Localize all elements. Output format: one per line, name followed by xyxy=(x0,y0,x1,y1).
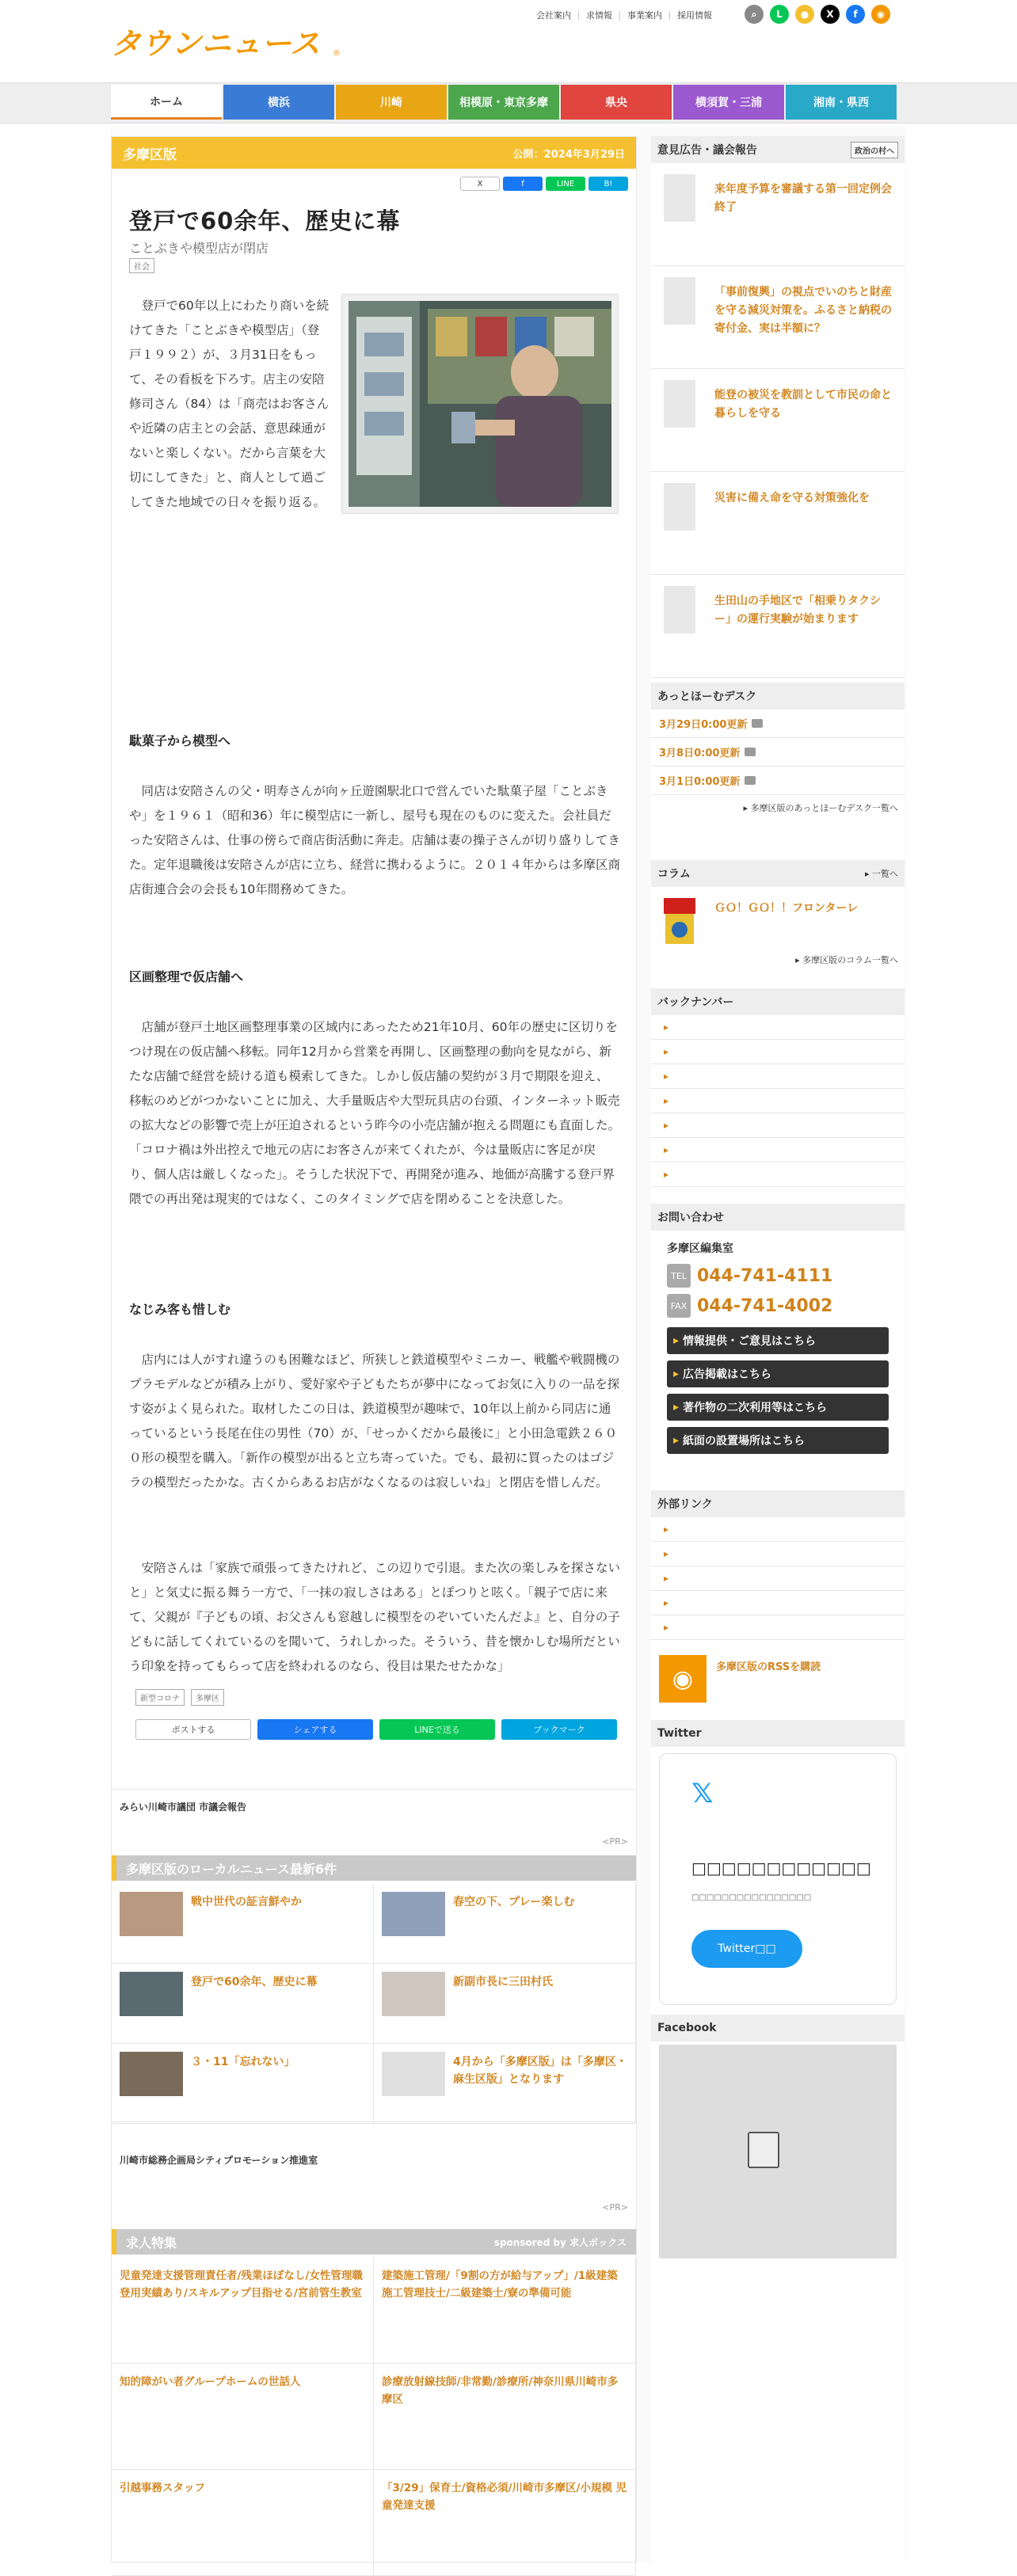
backnumber-header xyxy=(651,988,905,1015)
column-box xyxy=(651,860,905,969)
opinion-box xyxy=(651,136,905,678)
desk-title: あっとほーむデスク xyxy=(657,691,757,703)
external-link[interactable]: ▸ xyxy=(651,1542,905,1566)
share-bottom-button[interactable]: LINEで送る xyxy=(379,1719,495,1740)
chat-icon[interactable]: ● xyxy=(795,5,814,24)
opinion-header xyxy=(651,136,905,163)
twitter-title: Twitter xyxy=(657,1727,702,1740)
opinion-title: 生田山の手地区で「相乗りタクシー」の運行実験が始まります xyxy=(714,595,881,626)
rss-link: 多摩区版のRSSを購読 xyxy=(716,1661,821,1673)
news-item[interactable] xyxy=(374,1964,636,2044)
external-link[interactable]: ▸ xyxy=(651,1517,905,1542)
news-item[interactable] xyxy=(112,1964,374,2044)
article-section-1 xyxy=(129,731,620,902)
search-icon[interactable]: ⌕ xyxy=(745,5,764,24)
backnumber-title: バックナンバー xyxy=(657,996,734,1009)
news-thumbnail xyxy=(120,1892,183,1936)
backnumber-list xyxy=(651,1015,905,1187)
opinion-title: 災害に備え命を守る対策強化を xyxy=(714,492,870,504)
backnumber-item[interactable]: ▸ xyxy=(651,1089,905,1113)
tel-row xyxy=(651,1261,905,1291)
article-section-3 xyxy=(129,1299,620,1495)
news-thumbnail xyxy=(382,1972,445,2016)
column-more-link[interactable]: ▸ 多摩区版のコラム一覧へ xyxy=(795,955,898,965)
desk-box xyxy=(651,683,905,820)
opinion-item[interactable] xyxy=(651,163,905,266)
article-tags xyxy=(135,1689,224,1706)
share-bottom-button[interactable]: シェアする xyxy=(257,1719,373,1740)
site-logo[interactable] xyxy=(111,24,349,65)
links-box xyxy=(651,1490,905,1640)
news-item[interactable] xyxy=(112,2044,374,2124)
article-column xyxy=(111,136,637,2563)
nav-item[interactable]: 横須賀・三浦 xyxy=(673,85,784,120)
job-item[interactable]: 引越事務スタッフ xyxy=(112,2470,374,2576)
job-item[interactable]: 「3/29」保育士/資格必須/川崎市多摩区/小規模 児童発達支援 xyxy=(374,2470,636,2576)
politician-photo xyxy=(664,174,695,222)
opinion-title: 「事前復興」の視点でいのちと財産を守る減災対策を。ふるさと納税の寄付金、実は半額に？ xyxy=(714,286,892,335)
backnumber-item[interactable]: ▸ xyxy=(651,1113,905,1138)
nav-item[interactable]: 横浜 xyxy=(223,85,334,120)
edition-name: 多摩区版 xyxy=(123,146,177,163)
backnumber-item[interactable]: ▸ xyxy=(651,1138,905,1162)
svg-text:®: ® xyxy=(333,49,341,58)
news-item[interactable] xyxy=(112,1884,374,1964)
news-title: 戦中世代の証言鮮やか xyxy=(191,1896,302,1908)
desk-item[interactable] xyxy=(651,710,905,738)
pr-label: <PR> xyxy=(602,1836,628,1847)
share-top-button[interactable]: X xyxy=(460,177,500,191)
divider xyxy=(112,1789,636,1790)
politics-badge[interactable]: 政治の村へ xyxy=(851,142,898,158)
comment-icon xyxy=(752,719,763,728)
promo-label[interactable]: みらい川崎市議団 市議会報告 xyxy=(120,1802,247,1813)
share-top-button[interactable]: LINE xyxy=(546,177,585,191)
local-news-title: 多摩区版のローカルニュース最新6件 xyxy=(126,1861,337,1877)
jobs-sponsor[interactable]: sponsored by 求人ボックス xyxy=(493,2236,627,2248)
nav-item[interactable]: 川崎 xyxy=(336,85,447,120)
category-tag[interactable]: 社会 xyxy=(129,258,154,273)
site-header xyxy=(0,0,1017,82)
fax-label: FAX xyxy=(667,1294,691,1318)
article-lead: 登戸で60年以上にわたり商いを続けてきた「ことぶきや模型店」（登戸１９９２）が、３月31日をもって、その看板を下ろす。店主の安陪修司さん（84）は「商売はお客さんや近隣の店主との会話、意思疎通がないと楽しくない。だから言葉を大切にしてきた」と、商人として過ごしてきた地域での日々を振り返る。 xyxy=(129,299,329,509)
column-list-link[interactable]: ▸ 一覧へ xyxy=(864,869,898,879)
shop-owner-photo xyxy=(349,301,611,507)
job-item[interactable]: 診療放射線技師/非常勤/診療所/神奈川県川崎市多摩区 xyxy=(374,2364,636,2470)
external-links-list xyxy=(651,1517,905,1640)
area-nav xyxy=(111,85,897,120)
section-body: 店舗が登戸土地区画整理事業の区域内にあったため21年10月、60年の歴史に区切りをつけ現在の仮店舗へ移転。同年12月から営業を再開し、区画整理の動向を見ながら、新たな店舗で経営を続ける道も模索してきた。しかし仮店舗の契約が３月で期限を迎え、移転のめどがつかないことに加え、大手量販店や大型玩具店の台頭、インターネット販売の拡大などの影響で売上が圧迫されるという昨今の小売店舗が抱える問題にも直面した。「コロナ禍は外出控えで地元の店にお客さんが来てくれたが、今は量販店に客足が戻り、個人店は厳しくなった」。そうした状況下で、再開発が進み、地価が高騰する登戸界隈での再出発は現実的ではなく、このタイミングで店を閉めることを決意した。 xyxy=(129,1020,621,1206)
news-thumbnail xyxy=(120,2052,183,2096)
jobs-grid xyxy=(112,2258,636,2576)
backnumber-item[interactable]: ▸ xyxy=(651,1064,905,1089)
facebook-icon[interactable]: f xyxy=(846,5,865,24)
news-thumbnail xyxy=(120,1972,183,2016)
comment-icon xyxy=(745,748,756,756)
section-body: 安陪さんは「家族で頑張ってきたけれど、この辺りで引退。また次の楽しみを探さないと」と気丈に振る舞う一方で、「一抹の寂しさはある」とぽつりと呟く。「親子で店に来て、父親が『子どもの頃、お父さんも窓越しに模型をのぞいていたんだよ』と、自分の子どもに話してくれているのを聞いて、うれしかった。そういう、昔を懐かしむ場所だという印象を持ってもらって店を終われるのなら、役目は果たせたかな」 xyxy=(129,1561,621,1673)
news-title: ３・11「忘れない」 xyxy=(191,2056,295,2068)
comment-icon xyxy=(745,776,756,785)
section-heading: なじみ客も惜しむ xyxy=(129,1302,231,1317)
local-news-header xyxy=(112,1855,636,1881)
twitter-embed xyxy=(659,1753,897,2005)
twitter-header xyxy=(651,1720,905,1747)
jobs-header xyxy=(112,2229,636,2254)
desk-more-link[interactable]: ▸ 多摩区版のあっとほーむデスク一覧へ xyxy=(743,803,898,813)
section-heading: 区画整理で仮店舗へ xyxy=(129,969,244,984)
job-item[interactable]: 児童発達支援管理責任者/残業ほぼなし/女性管理職登用実績あり/スキルアップ目指せる/宮前管生教室 xyxy=(112,2258,374,2364)
tel-number[interactable]: 044-741-4111 xyxy=(697,1265,833,1286)
desk-item[interactable] xyxy=(651,767,905,795)
share-top-button[interactable]: f xyxy=(503,177,543,191)
column-title-link: ＧＯ！ＧＯ！！フロンターレ xyxy=(714,902,859,915)
rss-icon: ◉ xyxy=(659,1655,707,1703)
share-bottom-button[interactable]: ブックマーク xyxy=(501,1719,617,1740)
section-heading: 駄菓子から模型へ xyxy=(129,733,231,748)
opinion-item[interactable] xyxy=(651,266,905,369)
news-item[interactable] xyxy=(374,1884,636,1964)
opinion-title: 意見広告・議会報告 xyxy=(657,144,757,157)
column-list-label: 一覧へ xyxy=(872,869,898,879)
facebook-header xyxy=(651,2015,905,2041)
share-top-button[interactable]: B! xyxy=(588,177,628,191)
news-thumbnail xyxy=(382,2052,445,2096)
facebook-embed[interactable] xyxy=(659,2045,897,2258)
column-title: コラム xyxy=(657,868,691,881)
nav-item[interactable]: 湘南・県西 xyxy=(786,85,897,120)
opinion-list xyxy=(651,163,905,678)
external-link[interactable]: ▸ xyxy=(651,1615,905,1640)
section-body: 店内には人がすれ違うのも困難なほど、所狭しと鉄道模型やミニカー、戦艦や戦闘機のプラモデルなどが積み上がり、愛好家や子どもたちが夢中になってお気に入りの一品を探す姿がよく見られた。取材したこの日は、鉄道模型が趣味で、10年以上前から同店に通っているという長尾在住の男性（70）が、「せっかくだから最後に」と小田急電鉄２６００形の模型を購入。「新作の模型が出ると立ち寄っていた。でも、最初に買ったのはゴジラの模型だったかな。古くからあるお店がなくなるのは寂しいね」と閉店を惜しんだ。 xyxy=(129,1353,620,1490)
twitter-box xyxy=(651,1720,905,2011)
article-tag[interactable]: 多摩区 xyxy=(191,1689,224,1706)
line-icon[interactable]: L xyxy=(770,5,789,24)
desk-header xyxy=(651,683,905,710)
article-subtitle: ことぶきや模型店が閉店 xyxy=(129,241,269,256)
contact-title: お問い合わせ xyxy=(657,1212,724,1224)
tel-label: TEL xyxy=(667,1264,691,1288)
job-item[interactable]: 知的障がい者グループホームの世話人 xyxy=(112,2364,374,2470)
opinion-item[interactable] xyxy=(651,369,905,472)
links-title: 外部リンク xyxy=(657,1498,713,1511)
backnumber-item[interactable]: ▸ xyxy=(651,1015,905,1040)
article-photo[interactable] xyxy=(341,294,619,514)
local-news-grid xyxy=(112,1884,636,2124)
news-title: 4月から「多摩区版」は「多摩区・麻生区版」となります xyxy=(453,2056,627,2086)
utility-link[interactable]: 事業案内 xyxy=(619,11,669,21)
desk-date: 3月8日0:00更新 xyxy=(659,748,741,759)
twitter-follow-button[interactable]: Twitter□□ xyxy=(691,1930,802,1968)
x-icon[interactable]: X xyxy=(821,5,840,24)
contact-box xyxy=(651,1204,905,1460)
broken-frame-icon xyxy=(748,2132,779,2168)
contact-button[interactable]: ▸ 広告掲載はこちら xyxy=(667,1360,889,1387)
news-title: 春空の下、プレー楽しむ xyxy=(453,1896,575,1908)
column-header xyxy=(651,860,905,887)
backnumber-item[interactable]: ▸ xyxy=(651,1040,905,1064)
politician-photo xyxy=(664,380,695,428)
politician-photo xyxy=(664,277,695,325)
article-section-4 xyxy=(129,1556,620,1679)
article-title: 登戸で60余年、歴史に幕 xyxy=(129,207,401,234)
utility-link[interactable]: 求情報 xyxy=(578,11,619,21)
utility-links xyxy=(529,8,719,24)
news-item[interactable] xyxy=(374,2044,636,2124)
desk-item[interactable] xyxy=(651,738,905,767)
backnumber-box xyxy=(651,988,905,1187)
social-icons xyxy=(745,5,890,24)
edition-header xyxy=(112,137,636,169)
contact-button[interactable]: ▸ 紙面の設置場所はこちら xyxy=(667,1427,889,1454)
news-title: 新副市長に三田村氏 xyxy=(453,1976,553,1988)
news-thumbnail xyxy=(382,1892,445,1936)
opinion-title: 来年度予算を審議する第一回定例会終了 xyxy=(714,183,892,214)
x-logo-icon: 𝕏 xyxy=(691,1778,714,1809)
contact-buttons xyxy=(651,1327,905,1454)
section-body: 同店は安陪さんの父・明寿さんが向ヶ丘遊園駅北口で営んでいた駄菓子屋「ことぶきや」を１９６１（昭和36）年に模型店に一新し、屋号も現在のものに変えた。会社員だった安陪さんは、仕事の傍らで商店街活動に奔走。店舗は妻の操子さんが切り盛りしてきた。定年退職後は安陪さんが店に立ち、経営に携わるように。２０１４年からは多摩区商店街連合会の会長も10年間務めてきた。 xyxy=(129,784,621,896)
politician-photo xyxy=(664,483,695,531)
utility-link[interactable]: 採用情報 xyxy=(669,11,719,21)
divider xyxy=(112,2121,636,2122)
article-tag[interactable]: 新型コロナ xyxy=(135,1689,185,1706)
utility-link[interactable]: 会社案内 xyxy=(536,10,571,21)
promo-label[interactable]: 川崎市総務企画局シティプロモーション推進室 xyxy=(120,2155,318,2166)
article-section-2 xyxy=(129,967,620,1212)
contact-header xyxy=(651,1204,905,1231)
contact-button[interactable]: ▸ 著作物の二次利用等はこちら xyxy=(667,1394,889,1421)
external-link[interactable]: ▸ xyxy=(651,1566,905,1591)
fax-row xyxy=(651,1291,905,1327)
share-buttons-top xyxy=(460,177,628,191)
svg-text:タウンニュース: タウンニュース xyxy=(111,26,321,61)
job-item[interactable]: 建築施工管理/「9割の方が給与アップ」/1級建築施工管理技士/二級建築士/寮の準備可能 xyxy=(374,2258,636,2364)
desk-date: 3月1日0:00更新 xyxy=(659,776,741,788)
jobs-title: 求人特集 xyxy=(126,2235,177,2251)
main-nav-bar xyxy=(0,82,1017,124)
links-header xyxy=(651,1490,905,1517)
contact-button[interactable]: ▸ 情報提供・ご意見はこちら xyxy=(667,1327,889,1354)
fax-number: 044-741-4002 xyxy=(697,1296,833,1316)
rss-icon[interactable]: ◉ xyxy=(871,5,890,24)
sidebar xyxy=(651,136,905,2563)
column-thumbnail xyxy=(661,895,699,946)
pr-label: <PR> xyxy=(602,2202,628,2213)
desk-list xyxy=(651,710,905,795)
twitter-embed-title: □□□□□□□□□□□□ xyxy=(691,1859,871,1878)
column-item[interactable] xyxy=(651,887,905,950)
nav-item[interactable]: ホーム xyxy=(111,85,222,120)
desk-more-label: 多摩区版のあっとほーむデスク一覧へ xyxy=(750,803,898,813)
opinion-item[interactable] xyxy=(651,472,905,575)
desk-date: 3月29日0:00更新 xyxy=(659,719,748,731)
politician-photo xyxy=(664,586,695,634)
external-link[interactable]: ▸ xyxy=(651,1591,905,1615)
publish-date: 公開：2024年3月29日 xyxy=(512,148,625,161)
office-name: 多摩区編集室 xyxy=(667,1242,733,1255)
nav-item[interactable]: 県央 xyxy=(561,85,672,120)
news-title: 登戸で60余年、歴史に幕 xyxy=(191,1976,318,1988)
twitter-embed-sub: □□□□□□□□□□□□□□□□ xyxy=(691,1893,812,1902)
nav-item[interactable]: 相模原・東京多摩 xyxy=(448,85,559,120)
share-bottom-button[interactable]: ポストする xyxy=(135,1719,251,1740)
rss-box[interactable] xyxy=(651,1650,905,1706)
opinion-item[interactable] xyxy=(651,575,905,678)
opinion-title: 能登の被災を教訓として市民の命と暮らしを守る xyxy=(714,389,892,420)
facebook-box xyxy=(651,2015,905,2262)
column-more-label: 多摩区版のコラム一覧へ xyxy=(802,955,898,965)
backnumber-item[interactable]: ▸ xyxy=(651,1162,905,1187)
facebook-title: Facebook xyxy=(657,2022,717,2034)
share-buttons-bottom xyxy=(135,1719,617,1740)
